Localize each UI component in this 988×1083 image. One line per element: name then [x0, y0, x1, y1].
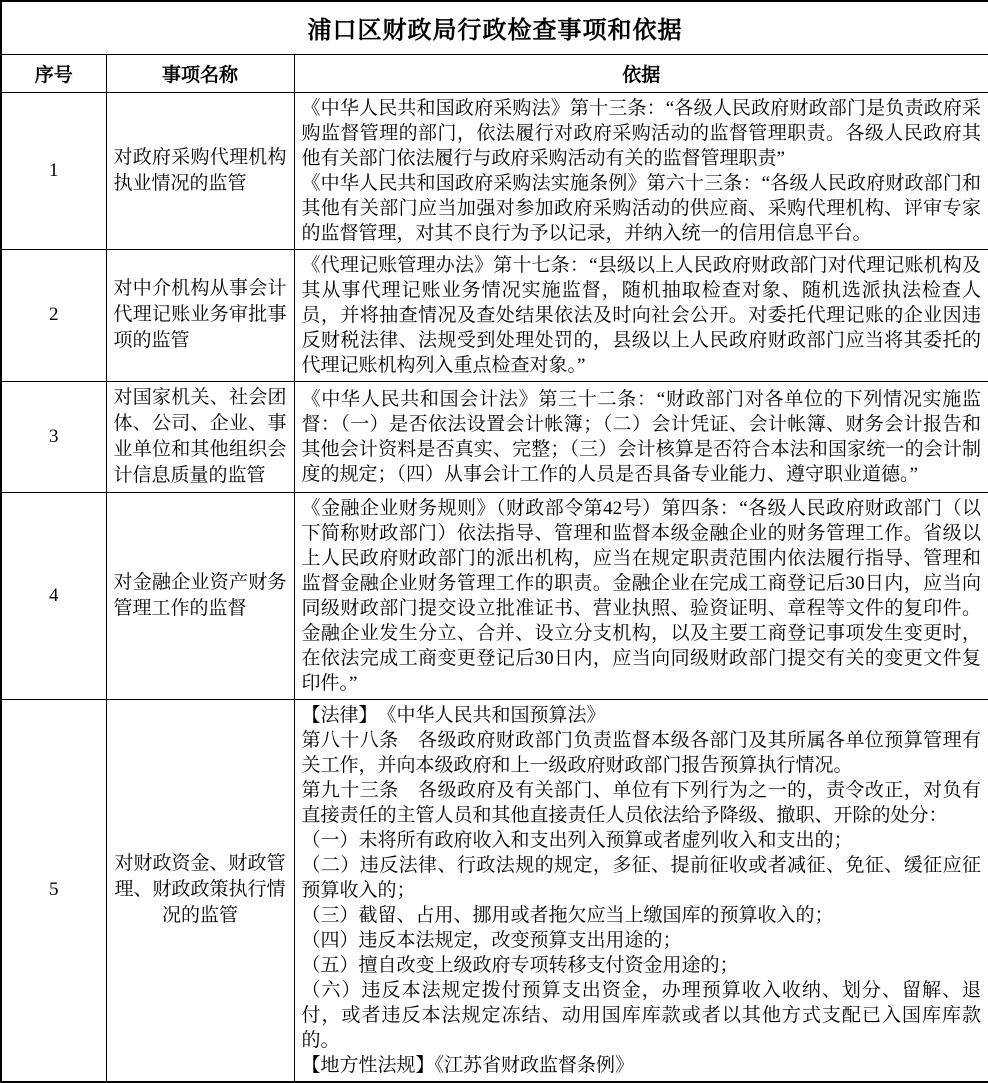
row-number: 3 [1, 381, 106, 492]
row-number: 5 [1, 699, 106, 1082]
basis-paragraph: （一）未将所有政府收入和支出列入预算或者虚列收入和支出的； [301, 829, 853, 851]
item-basis [294, 249, 988, 381]
table-row-5 [1, 699, 988, 1082]
item-basis [294, 699, 988, 1082]
basis-paragraph: （五）擅自改变上级政府专项转移支付资金用途的； [301, 954, 739, 976]
column-header-item-name: 事项名称 [106, 54, 294, 92]
basis-paragraph: 第九十三条 各级政府及有关部门、单位有下列行为之一的，责令改正，对负有直接责任的主管人员和其他直接责任人员依法给予降级、撤职、开除的处分： [301, 779, 982, 826]
basis-paragraph: 【地方性法规】《江苏省财政监督条例》 [301, 1054, 635, 1076]
basis-paragraph: 《中华人民共和国政府采购法》第十三条：“各级人民政府财政部门是负责政府采购监督管理的部门，依法履行对政府采购活动的监督管理职责。各级人民政府其他有关部门依法履行与政府采购活动有关的监督管理职责” [301, 97, 982, 169]
item-name: 对国家机关、社会团体、公司、企业、事业单位和其他组织会计信息质量的监管 [106, 381, 294, 492]
table-row-2 [1, 249, 988, 381]
item-name: 对金融企业资产财务管理工作的监督 [106, 492, 294, 699]
item-basis [294, 492, 988, 699]
basis-paragraph: 第八十八条 各级政府财政部门负责监督本级各部门及其所属各单位预算管理有关工作，并向本级政府和上一级政府财政部门报告预算执行情况。 [301, 729, 982, 776]
basis-paragraph: 《中华人民共和国政府采购法实施条例》第六十三条：“各级人民政府财政部门和其他有关部门应当加强对参加政府采购活动的供应商、采购代理机构、评审专家的监督管理，对其不良行为予以记录，并纳入统一的信用信息平台。 [301, 172, 982, 244]
basis-paragraph: （三）截留、占用、挪用或者拖欠应当上缴国库的预算收入的； [301, 904, 834, 926]
row-number: 4 [1, 492, 106, 699]
table-row-3 [1, 381, 988, 492]
item-name: 对政府采购代理机构执业情况的监管 [106, 92, 294, 249]
page-title: 浦口区财政局行政检查事项和依据 [1, 1, 988, 54]
title-row [1, 1, 988, 54]
basis-paragraph: 《金融企业财务规则》（财政部令第42号）第四条：“各级人民政府财政部门（以下简称财政部门）依法指导、管理和监督本级金融企业的财务管理工作。省级以上人民政府财政部门的派出机构，应当在规定职责范围内依法履行指导、管理和监督金融企业财务管理工作的职责。金融企业在完成工商登记后30日内，应当向同级财政部门提交设立批准证书、营业执照、验资证明、章程等文件的复印件。金融企业发生分立、合并、设立分支机构，以及主要工商登记事项发生变更时，在依法完成工商变更登记后30日内，应当向同级财政部门提交有关的变更文件复印件。” [301, 497, 982, 694]
item-name: 对中介机构从事会计代理记账业务审批事项的监管 [106, 249, 294, 381]
row-number: 1 [1, 92, 106, 249]
item-basis [294, 92, 988, 249]
basis-paragraph: （二）违反法律、行政法规的规定，多征、提前征收或者减征、免征、缓征应征预算收入的； [301, 854, 982, 901]
item-basis [294, 381, 988, 492]
basis-paragraph: （四）违反本法规定，改变预算支出用途的； [301, 929, 682, 951]
item-name: 对财政资金、财政管理、财政政策执行情况的监管 [106, 699, 294, 1082]
table-row-1 [1, 92, 988, 249]
table-header-row [1, 54, 988, 92]
table-row-4 [1, 492, 988, 699]
basis-paragraph: （六）违反本法规定拨付预算支出资金，办理预算收入收纳、划分、留解、退付，或者违反本法规定冻结、动用国库库款或者以其他方式支配已入国库库款的。 [301, 979, 982, 1051]
column-header-basis: 依据 [294, 54, 988, 92]
basis-paragraph: 【法律】 《中华人民共和国预算法》 [301, 704, 606, 726]
column-header-number: 序号 [1, 54, 106, 92]
basis-paragraph: 《中华人民共和国会计法》第三十二条：“财政部门对各单位的下列情况实施监督：（一）是否依法设置会计帐簿；（二）会计凭证、会计帐簿、财务会计报告和其他会计资料是否真实、完整；（三）会计核算是否符合本法和国家统一的会计制度的规定；（四）从事会计工作的人员是否具备专业能力、遵守职业道德。” [301, 388, 982, 485]
row-number: 2 [1, 249, 106, 381]
basis-paragraph: 《代理记账管理办法》第十七条：“县级以上人民政府财政部门对代理记账机构及其从事代理记账业务情况实施监督，随机抽取检查对象、随机选派执法检查人员，并将抽查情况及查处结果依法及时向社会公开。对委托代理记账的企业因违反财税法律、法规受到处理处罚的，县级以上人民政府财政部门应当将其委托的代理记账机构列入重点检查对象。” [301, 254, 982, 376]
